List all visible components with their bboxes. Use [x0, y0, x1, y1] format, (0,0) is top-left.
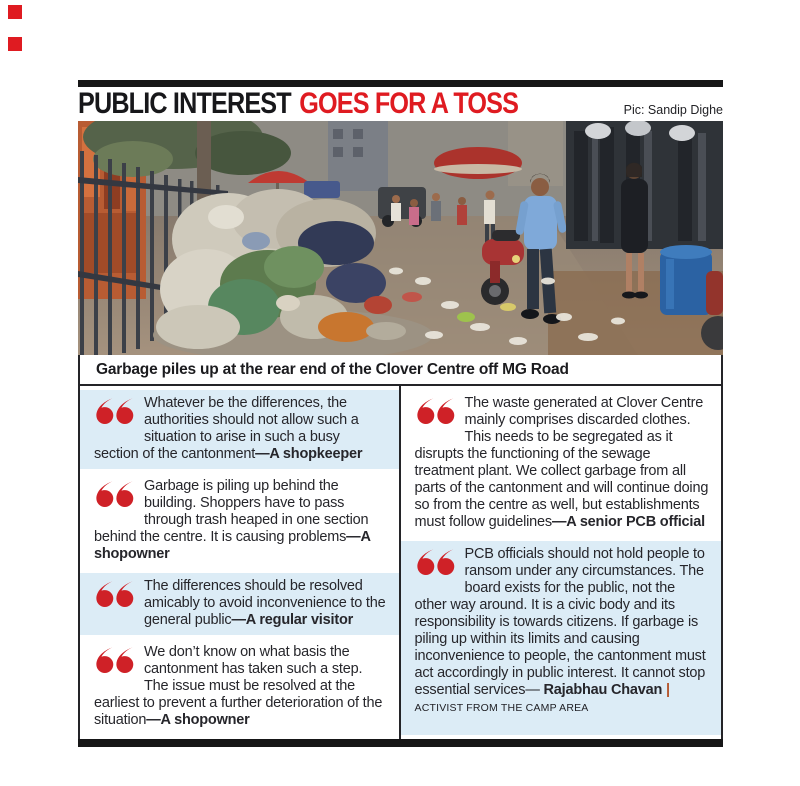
quote-icon: [95, 480, 137, 514]
photo-credit: Pic: Sandip Dighe: [623, 103, 723, 117]
quote-attribution: —A shopowner: [94, 529, 371, 562]
quote-icon: [95, 397, 137, 431]
quote-text: PCB officials should not hold people to ransom under any circumstances. The board exists for the public, not the other way around. It is a civic body and its responsibility is towards citizens. If garbage is piling up within its limits and causing inconvenience to people, the cantonment must act accordingly in public interest. It cannot stop essential services—: [414, 546, 706, 698]
photo: [78, 121, 723, 355]
quote-block: [80, 390, 399, 469]
quote-icon: [95, 646, 137, 680]
title-black: PUBLIC INTEREST: [78, 87, 291, 120]
quote-icon: [416, 548, 458, 582]
caption-and-quotes-frame: [78, 355, 723, 739]
bottom-rule: [78, 739, 723, 747]
quote-attribution: —A regular visitor: [231, 612, 354, 628]
quote-icon: [416, 397, 458, 431]
quote-attribution: —A senior PCB official: [551, 514, 705, 530]
quote-text: Whatever be the differences, the authorities should not allow such a situation to arise in such a busy section of the cantonment: [94, 395, 359, 462]
quote-text: The waste generated at Clover Centre mainly comprises discarded clothes. This needs to be segregated as it disrupts the functioning of the sewage treatment plant. We collect garbage from all parts of the cantonment and will continue doing so from the centre as well, but establishments must follow guidelines: [414, 395, 709, 530]
quote-block: [80, 473, 399, 569]
quote-text: Garbage is piling up behind the building. Shoppers have to pass through trash heaped in one section behind the centre. It is causing problems: [94, 478, 369, 545]
quote-attribution: Rajabhau Chavan: [543, 682, 663, 698]
quote-block: [401, 541, 722, 735]
red-corner-mark: [8, 5, 22, 19]
quote-column-left: [80, 386, 401, 739]
quote-block: [80, 639, 399, 735]
quote-attribution: —A shopkeeper: [255, 446, 363, 462]
street-photo-illustration: [78, 121, 723, 355]
quote-text: We don’t know on what basis the cantonment has taken such a step. The issue must be resolved at the earliest to prevent a further deterioration of the situation: [94, 644, 383, 728]
quote-text: The differences should be resolved amicably to avoid inconvenience to the general public: [144, 578, 386, 628]
page-title: [78, 89, 518, 119]
quote-block: [80, 573, 399, 635]
quote-icon: [95, 580, 137, 614]
attribution-separator: |: [666, 682, 670, 698]
quote-column-right: [401, 386, 722, 739]
photo-caption: Garbage piles up at the rear end of the Clover Centre off MG Road: [80, 355, 721, 384]
masthead: [78, 88, 723, 119]
quote-block: [401, 390, 722, 537]
title-red: GOES FOR A TOSS: [299, 87, 519, 120]
quote-box: [80, 384, 721, 739]
attribution-role: ACTIVIST FROM THE CAMP AREA: [414, 702, 589, 714]
red-corner-mark: [8, 37, 22, 51]
article: [78, 80, 723, 747]
quote-attribution: —A shopowner: [146, 712, 250, 728]
top-rule: [78, 80, 723, 87]
